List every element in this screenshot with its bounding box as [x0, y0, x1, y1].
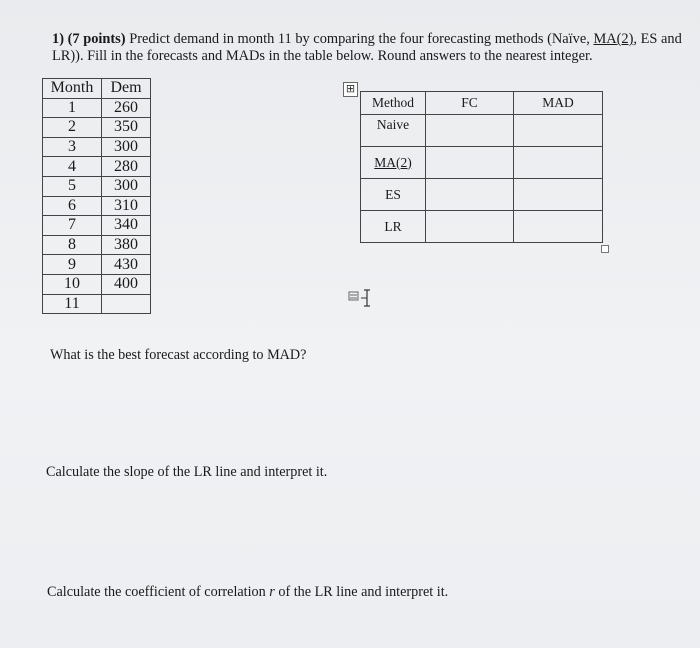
fc-cell[interactable] [426, 179, 514, 211]
header-month: Month [43, 79, 102, 99]
demand-cell: 260 [102, 98, 151, 118]
mad-cell[interactable] [514, 115, 603, 147]
question-4 [47, 584, 448, 601]
question-1 [52, 31, 682, 65]
demand-cell: 400 [102, 274, 151, 294]
table-resize-handle[interactable] [601, 245, 609, 253]
text-cursor-icon [348, 288, 374, 308]
month-cell: 6 [43, 196, 102, 216]
month-cell: 2 [43, 118, 102, 138]
demand-cell: 350 [102, 118, 151, 138]
mad-cell[interactable] [514, 147, 603, 179]
question-3: Calculate the slope of the LR line and interpret it. [46, 464, 328, 480]
question-number: 1) [52, 31, 64, 47]
header-fc: FC [426, 92, 514, 115]
table-row [361, 147, 603, 179]
month-cell: 7 [43, 216, 102, 236]
method-ma2: MA(2) [361, 147, 426, 179]
ma-label: MA(2) [593, 31, 634, 47]
month-cell: 8 [43, 235, 102, 255]
table-row [361, 115, 603, 147]
table-row [43, 98, 151, 118]
demand-table [42, 78, 151, 314]
mad-cell[interactable] [514, 179, 603, 211]
demand-cell[interactable] [102, 294, 151, 314]
header-method: Method [361, 92, 426, 115]
question-text-b: , ES and LR)). Fill in the forecasts and MADs in the table below. Round answers to the nearest integer. [52, 31, 682, 64]
demand-cell: 300 [102, 137, 151, 157]
header-mad: MAD [514, 92, 603, 115]
month-cell: 5 [43, 176, 102, 196]
methods-table [360, 91, 603, 243]
fc-cell[interactable] [426, 115, 514, 147]
mad-cell[interactable] [514, 211, 603, 243]
table-row [43, 235, 151, 255]
variable-r: r [269, 584, 275, 600]
table-row [43, 196, 151, 216]
table-row [43, 176, 151, 196]
question-2: What is the best forecast according to MAD? [50, 347, 307, 363]
table-row [43, 294, 151, 314]
methods-table-header [361, 92, 603, 115]
table-row [361, 211, 603, 243]
fc-cell[interactable] [426, 147, 514, 179]
question-4-text-a: Calculate the coefficient of correlation [47, 584, 270, 600]
month-cell: 1 [43, 98, 102, 118]
method-naive: Naive [361, 115, 426, 147]
demand-cell: 300 [102, 176, 151, 196]
table-row [43, 216, 151, 236]
question-4-text-b: of the LR line and interpret it. [274, 584, 449, 600]
month-cell: 4 [43, 157, 102, 177]
demand-cell: 310 [102, 196, 151, 216]
demand-table-header [43, 79, 151, 99]
demand-cell: 430 [102, 255, 151, 275]
month-cell: 9 [43, 255, 102, 275]
table-row [43, 255, 151, 275]
month-cell: 3 [43, 137, 102, 157]
demand-cell: 380 [102, 235, 151, 255]
table-row [43, 137, 151, 157]
demand-cell: 340 [102, 216, 151, 236]
method-lr: LR [361, 211, 426, 243]
fc-cell[interactable] [426, 211, 514, 243]
question-text-a: Predict demand in month 11 by comparing the four forecasting methods (Naïve, [125, 31, 594, 47]
table-row [43, 274, 151, 294]
table-move-handle-icon[interactable]: ⊞ [343, 82, 358, 97]
question-points: (7 points) [67, 31, 126, 47]
month-cell: 10 [43, 274, 102, 294]
table-row [43, 118, 151, 138]
header-demand: Dem [102, 79, 151, 99]
demand-cell: 280 [102, 157, 151, 177]
method-es: ES [361, 179, 426, 211]
table-row [43, 157, 151, 177]
month-cell: 11 [43, 294, 102, 314]
table-row [361, 179, 603, 211]
